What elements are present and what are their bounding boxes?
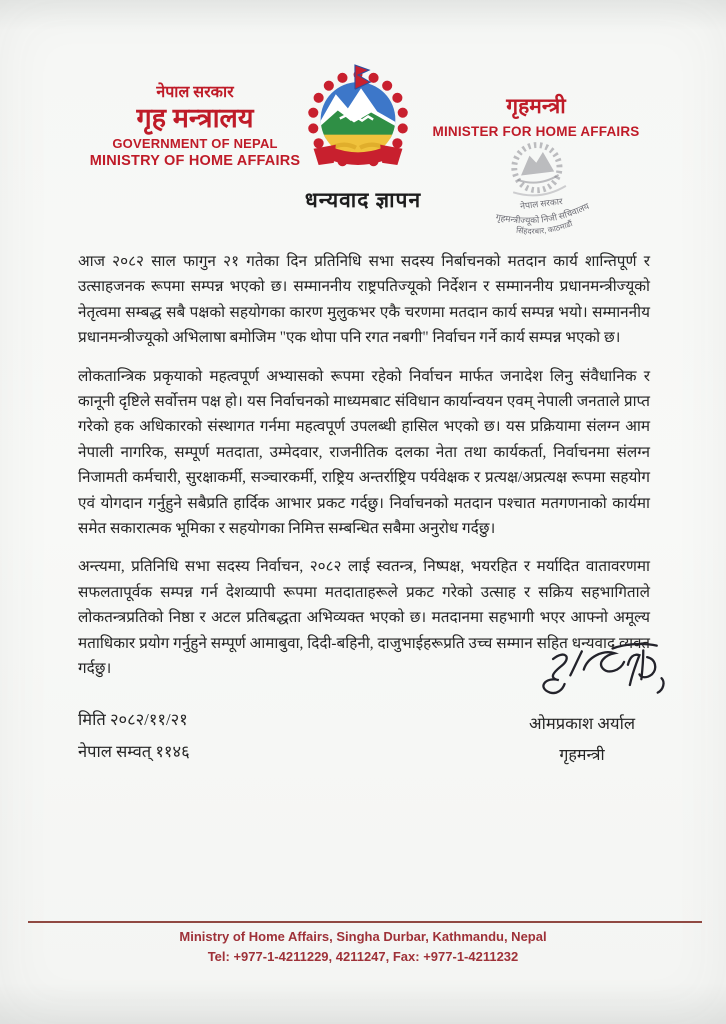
government-name-nepali: नेपाल सरकार [156,84,234,101]
letter-body [78,249,650,695]
footer-contact: Tel: +977-1-4211229, 4211247, Fax: +977-1-4211232 [207,949,519,964]
ministry-name-nepali: गृह मन्त्रालय [136,103,254,133]
footer [0,927,726,967]
footer-address: Ministry of Home Affairs, Singha Durbar, Kathmandu, Nepal [179,929,547,944]
ministry-name-english: MINISTRY OF HOME AFFAIRS [89,153,301,169]
letterhead-left [88,80,302,169]
handwritten-signature-icon [518,636,686,708]
signature-block [452,636,712,765]
signatory-name: ओमप्रकाश अर्याल [528,714,636,733]
signatory-post: गृहमन्त्री [559,747,605,764]
paragraph-1: आज २०८२ साल फागुन २१ गतेका दिन प्रतिनिधि सभा सदस्य निर्बाचनको मतदान कार्य शान्तिपूर्ण र उत्साहजनक रूपमा सम्पन्न भएको छ। सम्माननीय राष्ट्रपतिज्यूको निर्देशन र सम्माननीय प्रधानमन्त्रीज्यूको नेतृत्वमा सम्बद्ध सबै पक्षको सहयोगका कारण मुलुकभर एकै चरणमा मतदान कार्य सम्पन्न भयो। सम्माननीय प्रधानमन्त्रीज्यूको अभिलाषा बमोजिम "एक थोपा पनि रगत नबगी" निर्वाचन गर्ने कार्य सम्पन्न भएको छ। [78,253,650,347]
government-name-english: GOVERNMENT OF NEPAL [112,136,278,151]
letterhead-right [428,92,644,139]
date-bs: मिति २०८२/११/२१ [78,710,188,729]
stamp-text-location: सिंहदरबार, काठमाडौं [515,219,574,236]
minister-title-nepali: गृहमन्त्री [506,94,566,118]
stamp-text-secretariat: गृहमन्त्रीज्यूको निजी सचिवालय [494,200,591,226]
minister-title-english: MINISTER FOR HOME AFFAIRS [432,124,640,139]
date-nepal-sambat: नेपाल सम्वत् ११४६ [78,742,190,761]
stamp-text-government: नेपाल सरकार [519,196,564,212]
paragraph-2: लोकतान्त्रिक प्रकृयाको महत्वपूर्ण अभ्यासको रूपमा रहेको निर्वाचन मार्फत जनादेश लिनु संवैधानिक र कानूनी दृष्टिले सर्वोत्तम पक्ष हो। यस निर्वाचनको माध्यमबाट संविधान कार्यान्वयन एवम् नेपाली जनताले प्राप्त गरेको हक अधिकारको संस्थागत गर्नमा महत्वपूर्ण उपलब्धी हासिल भएको छ। यस प्रक्रियामा संलग्न आम नेपाली नागरिक, सम्पूर्ण मतदाता, उम्मेदवार, राजनीतिक दलका नेता तथा कार्यकर्ता, निर्वाचनमा संलग्न निजामती कर्मचारी, सुरक्षाकर्मी, सञ्चारकर्मी, राष्ट्रिय अन्तर्राष्ट्रिय पर्यवेक्षक र प्रत्यक्ष/अप्रत्यक्ष रूपमा सहयोग एवं योगदान गर्नुहुने सबैप्रति हार्दिक आभार प्रकट गर्दछु। निर्वाचनको मतदान पश्चात मतगणनाको कार्यमा समेत सकारात्मक भूमिका र सहयोगका निमित्त सम्बन्धित सबैमा अनुरोध गर्दछु। [78,367,650,538]
document-title: धन्यवाद ज्ञापन [304,188,422,212]
paragraph-3: अन्त्यमा, प्रतिनिधि सभा सदस्य निर्वाचन, २०८२ लाई स्वतन्त्र, निष्पक्ष, भयरहित र मर्यादित वातावरणमा सफलतापूर्वक सम्पन्न गर्न देशव्यापी रूपमा मतदाताहरूले प्रकट गरेको उत्साह र सक्रिय सहभागिताले लोकतन्त्रप्रतिको निष्ठा र अटल प्रतिबद्धता अभिव्यक्त भएको छ। मतदानमा सहभागी भएर आफ्नो अमूल्य मताधिकार प्रयोग गर्नुहुने सम्पूर्ण आमाबुवा, दिदी-बहिनी, दाजुभाईहरूप्रति उच्च सम्मान सहित धन्यवाद व्यक्त गर्दछु। [78,558,650,678]
date-block [78,704,190,768]
footer-divider [28,921,702,923]
nepal-national-emblem-icon [297,64,419,170]
